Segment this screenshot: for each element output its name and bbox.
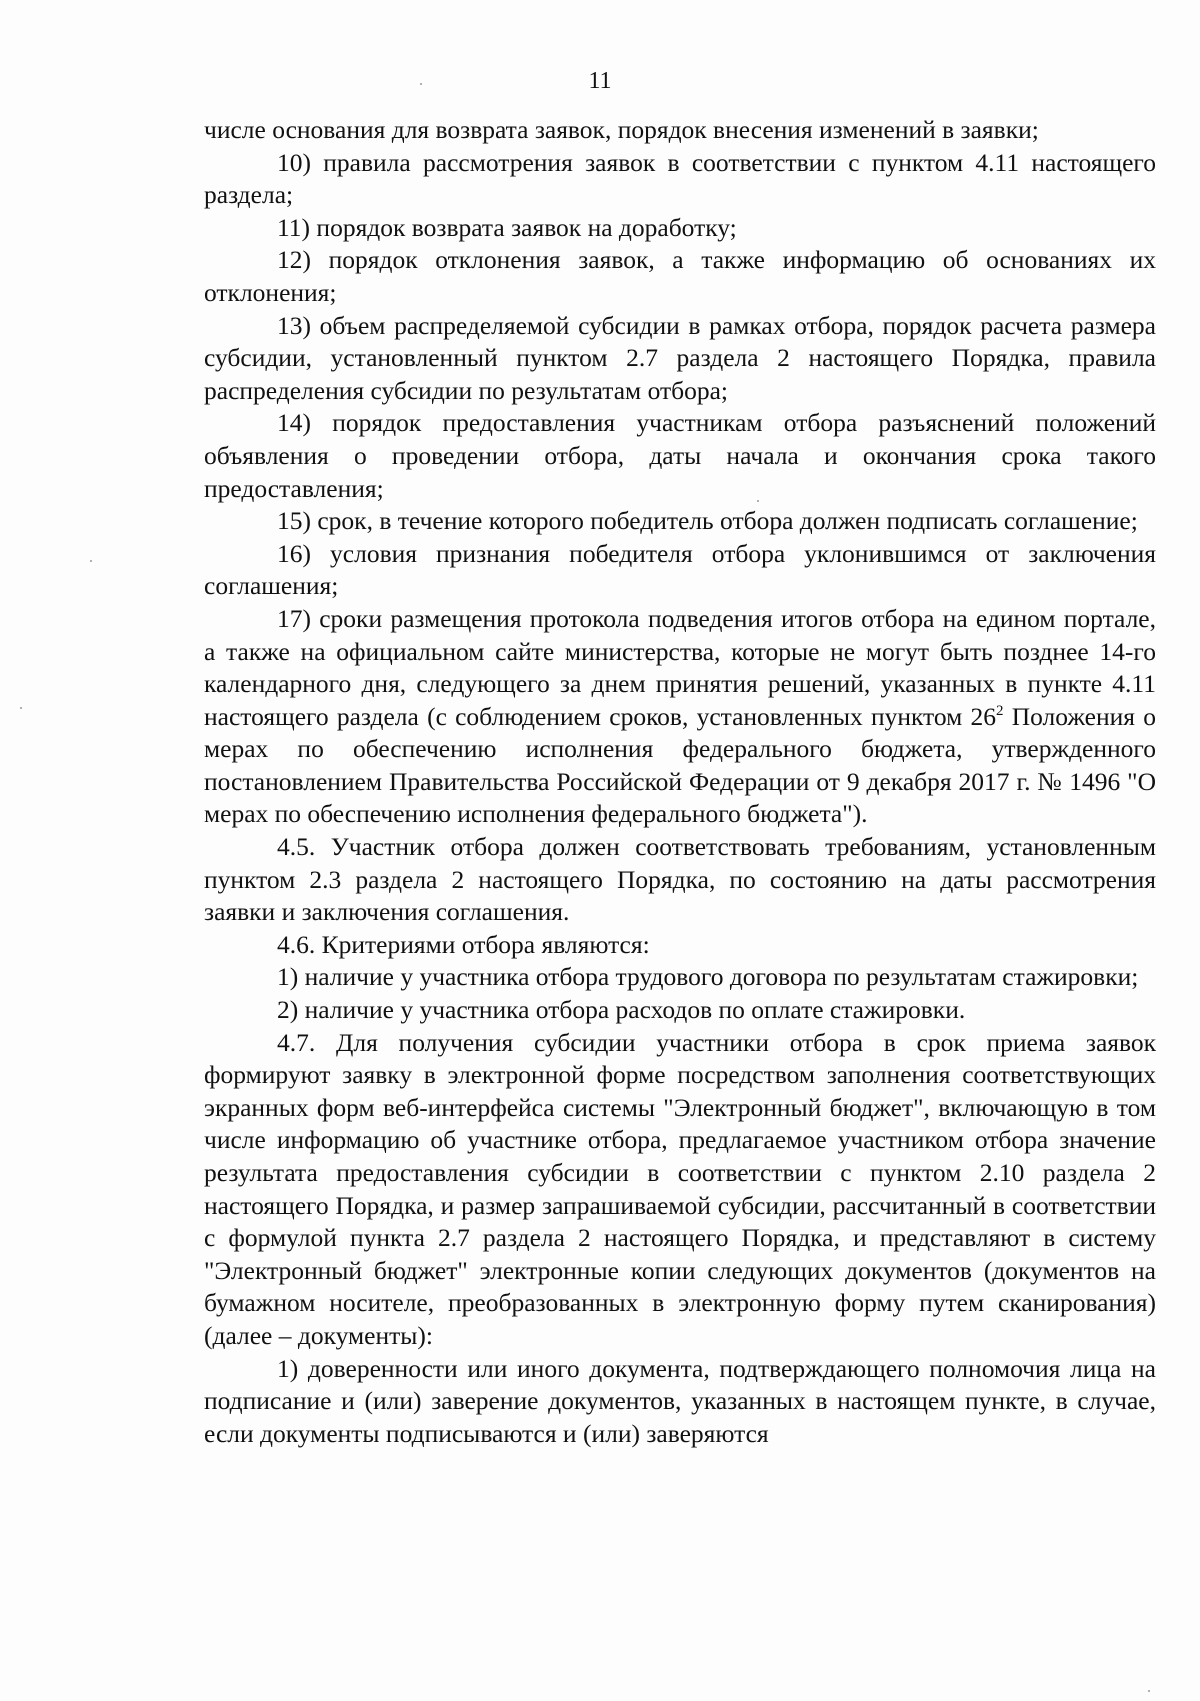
paragraph: 1) наличие у участника отбора трудового договора по результатам стажировки; (277, 962, 1139, 992)
paragraph-text: Положения о мерах по обеспечению исполнения федерального бюджета, утвержденного постановлением Правительства Российской Федерации от 9 декабря 2017 г. № 1496 "О мерах по обеспечению исполнения федерального бюджета"). (204, 701, 1156, 829)
paragraph: 2) наличие у участника отбора расходов по оплате стажировки. (277, 995, 966, 1025)
paragraph: 12) порядок отклонения заявок, а также информацию об основаниях их отклонения; (204, 245, 1156, 307)
paragraph: 1) доверенности или иного документа, подтверждающего полномочия лица на подписание и (или) заверение документов, указанных в настоящем пункте, в случае, если документы подписываются и (или) заверяются (204, 1353, 1156, 1448)
paragraph: 4.6. Критериями отбора являются: (277, 929, 650, 959)
document-body (204, 114, 1156, 1450)
scan-speck (90, 560, 92, 562)
paragraph: 15) срок, в течение которого победитель отбора должен подписать соглашение; (277, 506, 1138, 536)
paragraph: 11) порядок возврата заявок на доработку; (277, 212, 737, 242)
scan-speck (420, 83, 422, 85)
page-number: 11 (588, 68, 612, 94)
paragraph: 14) порядок предоставления участникам отбора разъяснений положений объявления о проведении отбора, даты начала и окончания срока такого предоставления; (204, 408, 1156, 503)
paragraph (204, 603, 1156, 831)
paragraph-text: 17) сроки размещения протокола подведения итогов отбора на едином портале, а также на официальном сайте министерства, которые не могут быть позднее 14-го календарного дня, следующего за днем принятия решений, указанных в пункте 4.11 настоящего раздела (с соблюдением сроков, установленных пунктом 26 (204, 603, 1156, 731)
paragraph: 4.7. Для получения субсидии участники отбора в срок приема заявок формируют заявку в электронной форме посредством заполнения соответствующих экранных форм веб-интерфейса системы "Электронный бюджет", включающую в том числе информацию об участнике отбора, предлагаемое участником отбора значение результата предоставления субсидии в соответствии с пунктом 2.10 раздела 2 настоящего Порядка, и размер запрашиваемой субсидии, рассчитанный в соответствии с формулой пункта 2.7 раздела 2 настоящего Порядка, и представляют в систему "Электронный бюджет" электронные копии следующих документов (документов на бумажном носителе, преобразованных в электронную форму путем сканирования) (далее – документы): (204, 1027, 1156, 1350)
scan-speck (20, 707, 22, 709)
paragraph: 13) объем распределяемой субсидии в рамках отбора, порядок расчета размера субсидии, установленный пунктом 2.7 раздела 2 настоящего Порядка, правила распределения субсидии по результатам отбора; (204, 310, 1156, 405)
paragraph: 10) правила рассмотрения заявок в соответствии с пунктом 4.11 настоящего раздела; (204, 147, 1156, 210)
scan-speck (757, 500, 759, 502)
scan-speck (1148, 1690, 1150, 1692)
paragraph: 16) условия признания победителя отбора уклонившимся от заключения соглашения; (204, 538, 1156, 601)
footnote-superscript: 2 (996, 702, 1004, 719)
paragraph: числе основания для возврата заявок, порядок внесения изменений в заявки; (204, 115, 1039, 144)
paragraph: 4.5. Участник отбора должен соответствовать требованиям, установленным пунктом 2.3 раздела 2 настоящего Порядка, по состоянию на даты рассмотрения заявки и заключения соглашения. (204, 832, 1156, 927)
